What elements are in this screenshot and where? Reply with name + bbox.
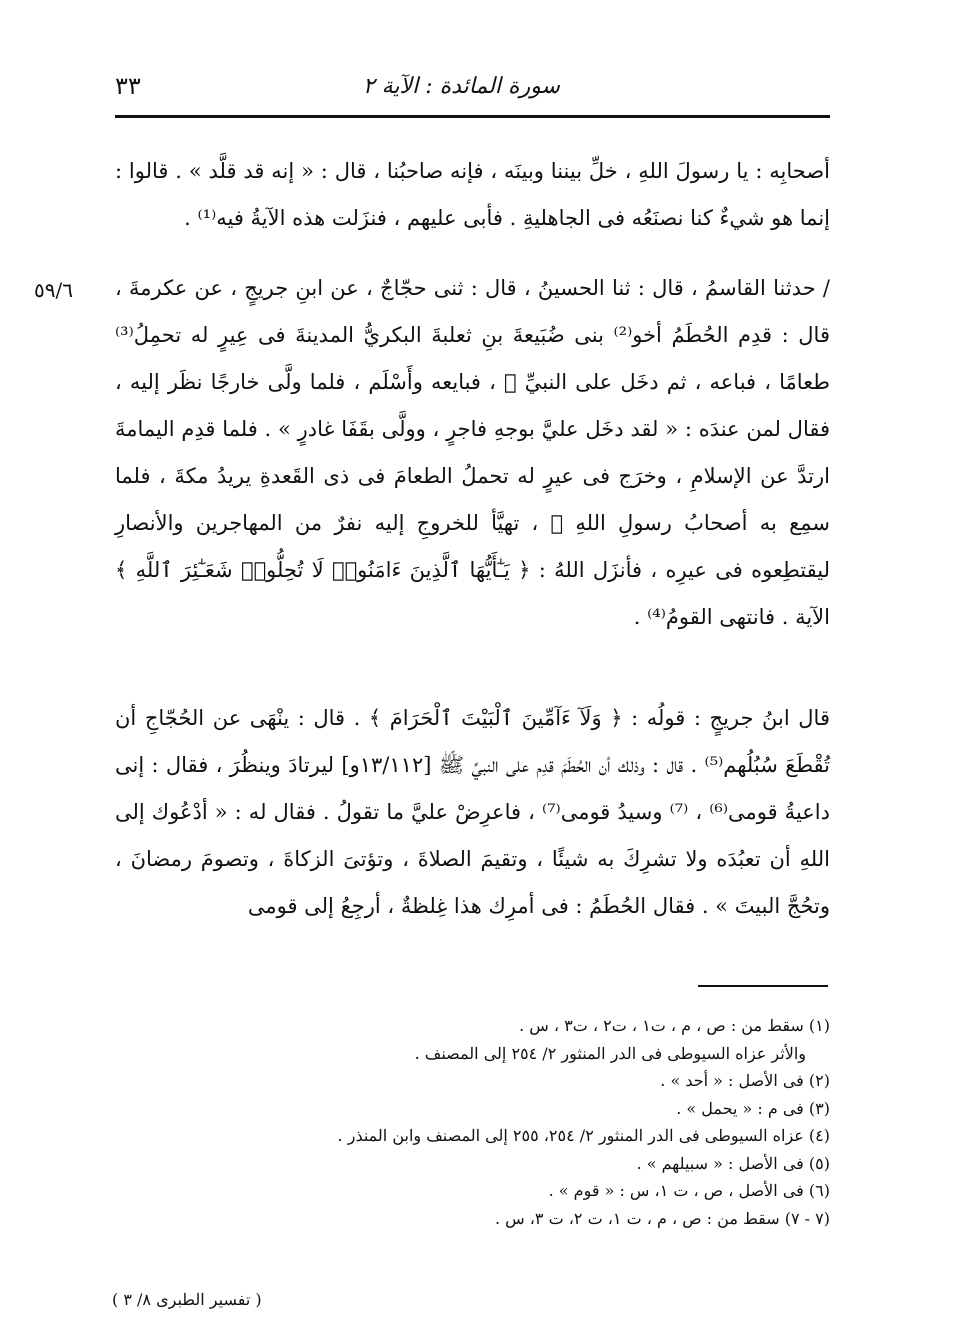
footnote: (٦) فى الأصل ، ص ، ت ١، س : « قوم » . (548, 1181, 830, 1200)
footnote: (٢) فى الأصل : « أحد » . (660, 1071, 830, 1090)
page-header (115, 66, 830, 112)
footnotes (115, 1012, 830, 1232)
footnote-continuation: والأثر عزاه السيوطى فى الدر المنثور ٢/ ٢٥٤ إلى المصنف . (414, 1043, 806, 1063)
paragraph: / حدثنا القاسمُ ، قال : ثنا الحسينُ ، قال : ثنى حجّاجٌ ، عن ابنِ جريجٍ ، عن عكرمةَ ، قال : قدِم الحُطَمُ أخو⁽²⁾ بنى ضُبَيعةَ بنِ ثعلبةَ البكريُّ المدينةَ فى عِيرٍ له تحمِلُ⁽³⁾ طعامًا ، فباعه ، ثم دخَل على النبيِّ ﷺ ، فبايعه وأَسْلَم ، فلما ولَّى خارجًا نظَر إليه ، فقال لمن عندَه : « لقد دخَل عليَّ بوجهِ فاجرٍ ، وولَّى بقَفَا غادرٍ » . فلما قدِم اليمامةَ ارتدَّ عن الإسلامِ ، وخرَج فى عيرٍ له تحملُ الطعامَ فى ذى القَعدةِ يريدُ مكةَ ، فلما سمِع به أصحابُ رسولِ اللهِ ﷺ ، تهيَّأ للخروجِ إليه نفرٌ من المهاجرين والأنصارِ ليقتطِعوه فى عيرِه ، فأنزَل اللهُ : ﴿ يَـٰٓأَيُّهَا ٱلَّذِينَ ءَامَنُوا۟ لَا تُحِلُّوا۟ شَعَـٰٓئِرَ ٱللَّهِ ﴾ الآية . فانتهى القومُ⁽⁴⁾ . (115, 276, 830, 629)
margin-reference: ٥٩/٦ (34, 278, 73, 302)
paragraph: قال ابنُ جريجٍ : قولُه : ﴿ وَلَآ ءَآمِّينَ ٱلْبَيْتَ ٱلْحَرَامَ ﴾ . قال : ينْهَى عن الحُجّاجِ أن تُقْطَعَ سُبُلُهم⁽⁵⁾ . قال : وذلك أن الحُطَمَ قدِم على النبيِّ ﷺ [١٣/١١٢و] ليرتادَ وينظُرَ ، فقال : إنى داعيةُ قومى⁽⁶⁾ ، ⁽⁷⁾ وسيدُ قومى⁽⁷⁾ ، فاعرِضْ عليَّ ما تقولُ . فقال له : « أدْعُوك إلى اللهِ أن تعبُدَه ولا تشرِكَ به شيئًا ، وتقيمَ الصلاةَ ، وتؤتىَ الزكاةَ ، وتصومَ رمضانَ ، وتحُجَّ البيتَ » . فقال الحُطَمُ : فى أمرِك هذا غِلظةٌ ، أرجِعُ إلى قومى (115, 706, 831, 918)
chapter-title: سورة المائدة : الآية ٢ (362, 74, 560, 99)
footnote: (٧ - ٧) سقط من : ص ، م ، ت ١، ت ٢، ت ٣، س . (494, 1208, 830, 1228)
footnote: (٣) فى م : « يحمل » . (676, 1098, 830, 1118)
footnote: (٤) عزاه السيوطى فى الدر المنثور ٢/ ٢٥٤، ٢٥٥ إلى المصنف وابن المنذر . (337, 1126, 830, 1145)
footnote: (٥) فى الأصل : « سبيلهم » . (636, 1153, 830, 1173)
paragraph: أصحابِه : يا رسولَ اللهِ ، خلِّ بيننا وبينَه ، فإنه صاحبُنا ، قال : « إنه قد قلَّد » . قالوا : إنما هو شيءٌ كنا نصنَعُه فى الجاهليةِ . فأبى عليهم ، فنزَلت هذه الآيةُ فيه⁽¹⁾ . (115, 159, 830, 230)
volume-reference: ( تفسير الطبرى ٨/ ٣ ) (112, 1290, 262, 1309)
header-rule (115, 115, 830, 118)
footnote: (١) سقط من : ص ، م ، ت١ ، ت٢ ، ت٣ ، س . (519, 1016, 830, 1035)
footnote-rule (698, 985, 828, 987)
page-number: ٣٣ (115, 72, 141, 100)
